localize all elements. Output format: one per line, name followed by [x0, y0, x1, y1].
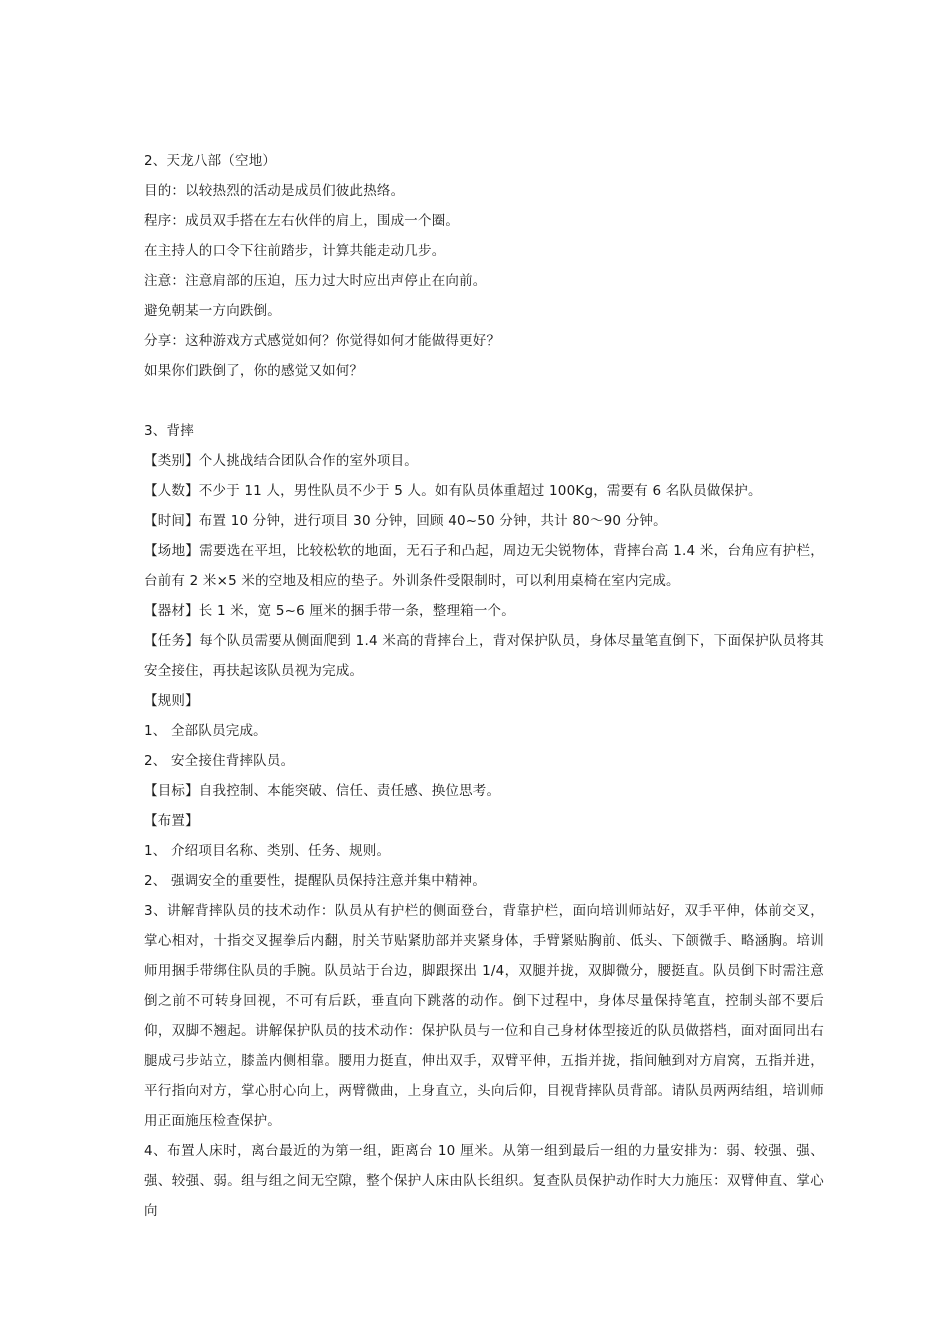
section-2-share: 分享：这种游戏方式感觉如何？你觉得如何才能做得更好？ — [144, 333, 501, 349]
section-3-setup-4: 4、布置人床时，离台最近的为第一组，距离台 10 厘米。从第一组到最后一组的力量安排为：弱、较强、强、强、较强、弱。组与组之间无空隙，整个保护人床由队长组织。复查队员保护动作时大力施压：双臂伸直、掌心向 — [144, 1143, 824, 1219]
section-3-site: 【场地】需要选在平坦，比较松软的地面，无石子和凸起，周边无尖锐物体，背摔台高 1.4 米，台角应有护栏，台前有 2 米×5 米的空地及相应的垫子。外训条件受限制时，可以利用桌椅在室内完成。 — [144, 543, 824, 589]
section-2-procedure-cont: 在主持人的口令下往前踏步，计算共能走动几步。 — [144, 243, 446, 259]
section-2-title: 2、天龙八部（空地） — [144, 153, 277, 169]
section-2-caution: 注意：注意肩部的压迫，压力过大时应出声停止在向前。 — [144, 273, 487, 289]
section-2-procedure: 程序：成员双手搭在左右伙伴的肩上，围成一个圈。 — [144, 213, 460, 229]
document-body — [144, 146, 824, 1226]
section-3-rule-2: 2、 安全接住背摔队员。 — [144, 753, 295, 769]
section-3-time: 【时间】布置 10 分钟，进行项目 30 分钟，回顾 40~50 分钟，共计 80～90 分钟。 — [144, 513, 667, 529]
section-3-equipment: 【器材】长 1 米，宽 5~6 厘米的捆手带一条，整理箱一个。 — [144, 603, 515, 619]
section-2-caution-cont: 避免朝某一方向跌倒。 — [144, 303, 281, 319]
section-3-title: 3、背摔 — [144, 423, 194, 439]
section-2-purpose: 目的：以较热烈的活动是成员们彼此热络。 — [144, 183, 405, 199]
section-3-setup-3: 3、讲解背摔队员的技术动作：队员从有护栏的侧面登台，背靠护栏，面向培训师站好，双手平伸，体前交叉，掌心相对，十指交叉握拳后内翻，肘关节贴紧肋部并夹紧身体，手臂紧贴胸前、低头、下颌微手、略涵胸。培训师用捆手带绑住队员的手腕。队员站于台边，脚跟探出 1/4，双腿并拢，双脚微分，腰挺直。队员倒下时需注意倒之前不可转身回视，不可有后跃，垂直向下跳落的动作。倒下过程中，身体尽量保持笔直，控制头部不要后仰，双脚不翘起。讲解保护队员的技术动作：保护队员与一位和自己身材体型接近的队员做搭档，面对面同出右腿成弓步站立，膝盖内侧相靠。腰用力挺直，伸出双手，双臂平伸，五指并拢，指间触到对方肩窝，五指并进，平行指向对方，掌心肘心向上，两臂微曲，上身直立，头向后仰，目视背摔队员背部。请队员两两结组，培训师用正面施压检查保护。 — [144, 903, 824, 1129]
section-3-goal: 【目标】自我控制、本能突破、信任、责任感、换位思考。 — [144, 783, 501, 799]
section-3-task: 【任务】每个队员需要从侧面爬到 1.4 米高的背摔台上，背对保护队员，身体尽量笔直倒下，下面保护队员将其安全接住，再扶起该队员视为完成。 — [144, 633, 824, 679]
section-3-setup-heading: 【布置】 — [144, 813, 199, 829]
section-3-setup-2: 2、 强调安全的重要性，提醒队员保持注意并集中精神。 — [144, 873, 487, 889]
section-3-rule-1: 1、 全部队员完成。 — [144, 723, 267, 739]
section-2-share-cont: 如果你们跌倒了，你的感觉又如何？ — [144, 363, 364, 379]
section-3-rules-heading: 【规则】 — [144, 693, 199, 709]
section-spacer — [144, 386, 824, 416]
section-3-category: 【类别】个人挑战结合团队合作的室外项目。 — [144, 453, 418, 469]
section-3-setup-1: 1、 介绍项目名称、类别、任务、规则。 — [144, 843, 391, 859]
section-3-people: 【人数】不少于 11 人，男性队员不少于 5 人。如有队员体重超过 100Kg，需要有 6 名队员做保护。 — [144, 483, 762, 499]
